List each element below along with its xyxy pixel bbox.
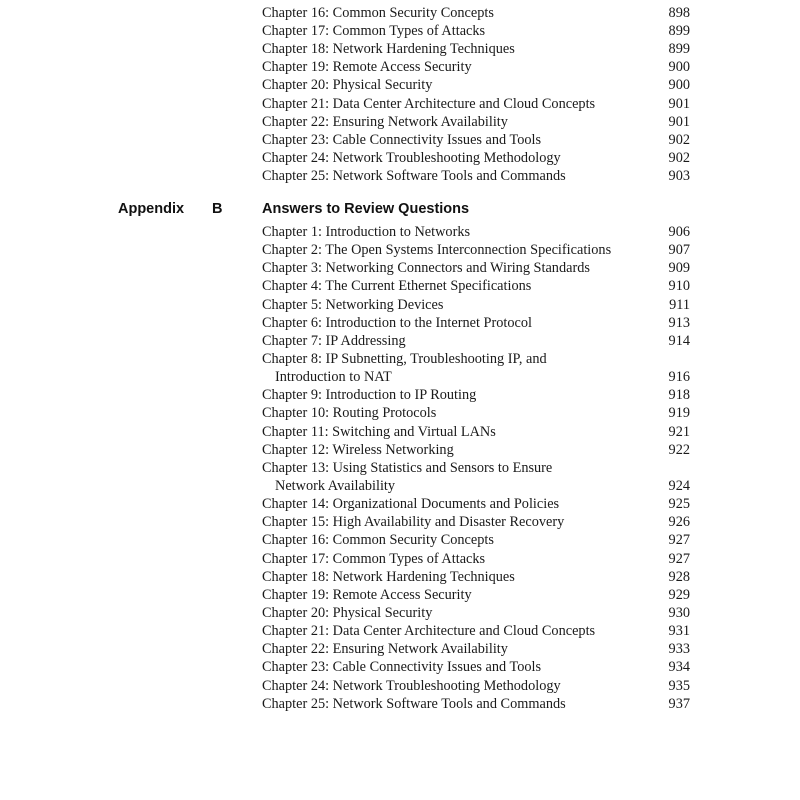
toc-entry-title: Chapter 3: Networking Connectors and Wiring Standards [262,260,590,277]
toc-entry [262,167,690,185]
toc-entry [262,495,690,513]
toc-entry-page: 924 [668,477,690,494]
toc-entry [262,368,690,386]
toc-entry-page: 933 [668,641,690,658]
toc-entry [262,350,690,368]
toc-entry [262,296,690,314]
toc-entry-page: 913 [668,314,690,331]
toc-entry-title: Chapter 15: High Availability and Disaster Recovery [262,514,565,531]
toc-entry [262,677,690,695]
toc-entry-page: 931 [668,623,690,640]
toc-entry-title: Chapter 19: Remote Access Security [262,586,472,603]
appendix-label: Appendix [118,201,185,217]
toc-entry [262,22,690,40]
toc-entry [262,477,690,495]
toc-entry-page: 935 [668,677,690,694]
toc-entry-title: Chapter 22: Ensuring Network Availability [262,113,508,130]
toc-entry [262,695,690,713]
toc-entry-page: 910 [668,278,690,295]
toc-entry-page: 914 [668,332,690,349]
toc-entry-page: 903 [668,167,690,184]
toc-entry-title: Chapter 19: Remote Access Security [262,59,472,76]
toc-entry-page: 928 [668,568,690,585]
toc-entry-page: 898 [668,5,690,21]
toc-entry-title: Chapter 21: Data Center Architecture and Cloud Concepts [262,623,596,640]
appendix-title: Answers to Review Questions [262,201,470,217]
toc-entry-title: Chapter 23: Cable Connectivity Issues and Tools [262,659,542,676]
toc-entry-title: Network Availability [275,477,396,494]
toc-entry-page: 909 [668,260,690,277]
toc-entry-title: Chapter 21: Data Center Architecture and Cloud Concepts [262,95,596,112]
toc-entry-page: 925 [668,496,690,513]
toc-entry [262,113,690,131]
toc-entry [262,4,690,22]
toc-entry-page: 901 [668,95,690,112]
toc-entry-page: 921 [668,423,690,440]
toc-entry [262,95,690,113]
toc-entry [262,586,690,604]
toc-entry-page: 929 [668,586,690,603]
toc-entry-page: 927 [668,550,690,567]
toc-entry [262,76,690,94]
toc-entry [262,423,690,441]
toc-entry [262,513,690,531]
toc-entry-page: 901 [668,113,690,130]
toc-entry-title: Chapter 1: Introduction to Networks [262,224,471,240]
toc-entry-page: 922 [668,441,690,458]
toc-entry [262,550,690,568]
toc-entry-title: Chapter 12: Wireless Networking [262,441,454,458]
toc-entry [262,459,690,477]
toc-entry-title: Chapter 16: Common Security Concepts [262,532,494,549]
toc-entry-title: Chapter 16: Common Security Concepts [262,5,494,21]
toc-entry-page: 907 [668,242,690,259]
toc-entry [262,386,690,404]
toc-entry-title: Chapter 24: Network Troubleshooting Methodology [262,149,561,166]
toc-entry-page: 926 [668,514,690,531]
toc-entry [262,568,690,586]
toc-entry-page: 899 [668,41,690,58]
toc-entry-page: 902 [668,149,690,166]
toc-entry [262,223,690,241]
toc-entry [262,58,690,76]
toc-entry-title: Chapter 8: IP Subnetting, Troubleshooting IP, and [262,350,547,367]
toc-entry-title: Chapter 25: Network Software Tools and Commands [262,167,566,184]
appendix-letter: B [212,201,223,217]
toc-entry-title: Chapter 9: Introduction to IP Routing [262,387,477,404]
toc-entry-title: Chapter 17: Common Types of Attacks [262,23,486,40]
toc-entry-title: Chapter 10: Routing Protocols [262,405,437,422]
toc-entry-title: Chapter 13: Using Statistics and Sensors to Ensure [262,459,553,476]
toc-entry-title: Chapter 6: Introduction to the Internet Protocol [262,314,532,331]
toc-entry [262,622,690,640]
toc-entry-page: 906 [668,224,690,240]
toc-entry-title: Chapter 2: The Open Systems Interconnection Specifications [262,242,612,259]
toc-entry-page: 934 [668,659,690,676]
toc-entry [262,131,690,149]
toc-entry [262,658,690,676]
toc-entry [262,314,690,332]
toc-entry-page: 930 [668,604,690,621]
toc-entry-page: 918 [668,387,690,404]
toc-entry [262,604,690,622]
toc-entry [262,531,690,549]
toc-entry-page: 927 [668,532,690,549]
toc-entry-page: 899 [668,23,690,40]
toc-entry [262,277,690,295]
toc-entry-page: 900 [668,77,690,94]
toc-entry-title: Chapter 4: The Current Ethernet Specifications [262,278,532,295]
toc-entry-title: Chapter 22: Ensuring Network Availability [262,641,508,658]
toc-entry-title: Chapter 7: IP Addressing [262,332,406,349]
toc-entry-title: Chapter 18: Network Hardening Techniques [262,568,515,585]
toc-entry-title: Chapter 14: Organizational Documents and Policies [262,496,560,513]
toc-entry [262,404,690,422]
toc-entry-page: 900 [668,59,690,76]
toc-entry [262,259,690,277]
toc-entry-title: Chapter 11: Switching and Virtual LANs [262,423,496,440]
toc-entry [262,640,690,658]
toc-entry-page: 911 [669,296,690,313]
toc-entry-title: Chapter 18: Network Hardening Techniques [262,41,515,58]
toc-entry-title: Chapter 5: Networking Devices [262,296,444,313]
toc-entry-title: Chapter 24: Network Troubleshooting Methodology [262,677,561,694]
toc-entry-page: 916 [668,369,690,386]
toc-entry-page: 902 [668,131,690,148]
toc-entry-page: 937 [668,695,690,712]
toc-entry [262,441,690,459]
toc-entry-title: Chapter 23: Cable Connectivity Issues and Tools [262,131,542,148]
toc-entry-page: 919 [668,405,690,422]
toc-entry [262,40,690,58]
toc-entry [262,332,690,350]
toc-entry-title: Chapter 17: Common Types of Attacks [262,550,486,567]
toc-entry [262,149,690,167]
toc-entry-title: Chapter 20: Physical Security [262,604,433,621]
toc-entry-title: Chapter 25: Network Software Tools and Commands [262,695,566,712]
toc-entry [262,241,690,259]
toc-entry-title: Introduction to NAT [275,369,392,386]
toc-entry-title: Chapter 20: Physical Security [262,77,433,94]
